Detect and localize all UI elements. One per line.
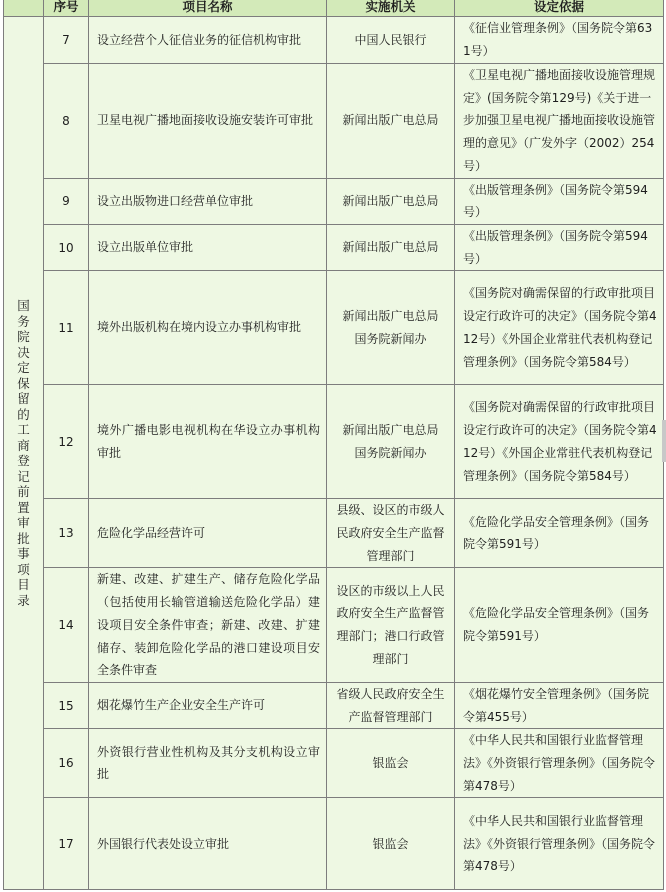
row-org: 设区的市级以上人民政府安全生产监督管理部门；港口行政管理部门 xyxy=(327,568,455,683)
row-org: 新闻出版广电总局 国务院新闻办 xyxy=(327,271,455,385)
table-row xyxy=(4,178,664,224)
row-org: 银监会 xyxy=(327,729,455,798)
header-org: 实施机关 xyxy=(327,0,455,17)
header-name: 项目名称 xyxy=(89,0,327,17)
row-basis: 《卫星电视广播地面接收设施管理规定》(国务院令第129号)《关于进一步加强卫星电视广播地面接收设施管理的意见》（广发外字（2002）254号） xyxy=(455,64,664,179)
table-row xyxy=(4,224,664,270)
table-row xyxy=(4,682,664,728)
row-org: 新闻出版广电总局 xyxy=(327,178,455,224)
table-row xyxy=(4,17,664,64)
row-seq: 12 xyxy=(44,385,89,499)
scrollbar[interactable] xyxy=(662,420,666,462)
row-org: 省级人民政府安全生产监督管理部门 xyxy=(327,682,455,728)
row-seq: 15 xyxy=(44,682,89,728)
category-cell xyxy=(4,17,44,890)
row-seq: 9 xyxy=(44,178,89,224)
row-name: 设立出版物进口经营单位审批 xyxy=(89,178,327,224)
row-basis: 《中华人民共和国银行业监督管理法》《外资银行管理条例》（国务院令第478号） xyxy=(455,798,664,890)
row-basis: 《征信业管理条例》（国务院令第631号） xyxy=(455,17,664,64)
row-org: 银监会 xyxy=(327,798,455,890)
header-seq: 序号 xyxy=(44,0,89,17)
row-name: 外资银行营业性机构及其分支机构设立审批 xyxy=(89,729,327,798)
row-basis: 《危险化学品安全管理条例》（国务院令第591号） xyxy=(455,499,664,568)
table-row xyxy=(4,271,664,385)
table-body xyxy=(4,17,664,890)
row-seq: 8 xyxy=(44,64,89,179)
row-name: 境外出版机构在境内设立办事机构审批 xyxy=(89,271,327,385)
table-row xyxy=(4,798,664,890)
row-name: 境外广播电影电视机构在华设立办事机构审批 xyxy=(89,385,327,499)
table-row xyxy=(4,568,664,683)
row-basis: 《国务院对确需保留的行政审批项目设定行政许可的决定》（国务院令第412号）《外国企业常驻代表机构登记管理条例》（国务院令第584号） xyxy=(455,271,664,385)
row-seq: 17 xyxy=(44,798,89,890)
row-basis: 《出版管理条例》（国务院令第594号） xyxy=(455,178,664,224)
row-org: 新闻出版广电总局 国务院新闻办 xyxy=(327,385,455,499)
row-name: 设立经营个人征信业务的征信机构审批 xyxy=(89,17,327,64)
table-row xyxy=(4,64,664,179)
row-seq: 16 xyxy=(44,729,89,798)
header-basis: 设定依据 xyxy=(455,0,664,17)
header-category xyxy=(4,0,44,17)
category-text: 国务院决定保留的工商登记前置审批事项目录 xyxy=(17,298,30,608)
row-basis: 《出版管理条例》（国务院令第594号） xyxy=(455,224,664,270)
row-seq: 13 xyxy=(44,499,89,568)
row-basis: 《危险化学品安全管理条例》（国务院令第591号） xyxy=(455,568,664,683)
row-seq: 14 xyxy=(44,568,89,683)
table-header-row xyxy=(4,0,664,17)
row-name: 新建、改建、扩建生产、储存危险化学品（包括使用长输管道输送危险化学品）建设项目安全条件审查；新建、改建、扩建储存、装卸危险化学品的港口建设项目安全条件审查 xyxy=(89,568,327,683)
approval-items-table xyxy=(3,0,664,890)
row-org: 中国人民银行 xyxy=(327,17,455,64)
row-basis: 《中华人民共和国银行业监督管理法》《外资银行管理条例》（国务院令第478号） xyxy=(455,729,664,798)
table-row xyxy=(4,499,664,568)
row-name: 危险化学品经营许可 xyxy=(89,499,327,568)
row-seq: 11 xyxy=(44,271,89,385)
row-name: 卫星电视广播地面接收设施安装许可审批 xyxy=(89,64,327,179)
table-row xyxy=(4,729,664,798)
row-basis: 《烟花爆竹安全管理条例》（国务院令第455号） xyxy=(455,682,664,728)
row-name: 外国银行代表处设立审批 xyxy=(89,798,327,890)
row-basis: 《国务院对确需保留的行政审批项目设定行政许可的决定》（国务院令第412号）《外国企业常驻代表机构登记管理条例》（国务院令第584号） xyxy=(455,385,664,499)
row-name: 设立出版单位审批 xyxy=(89,224,327,270)
row-seq: 10 xyxy=(44,224,89,270)
table-row xyxy=(4,385,664,499)
row-org: 新闻出版广电总局 xyxy=(327,224,455,270)
row-name: 烟花爆竹生产企业安全生产许可 xyxy=(89,682,327,728)
row-org: 县级、设区的市级人民政府安全生产监督管理部门 xyxy=(327,499,455,568)
row-org: 新闻出版广电总局 xyxy=(327,64,455,179)
row-seq: 7 xyxy=(44,17,89,64)
